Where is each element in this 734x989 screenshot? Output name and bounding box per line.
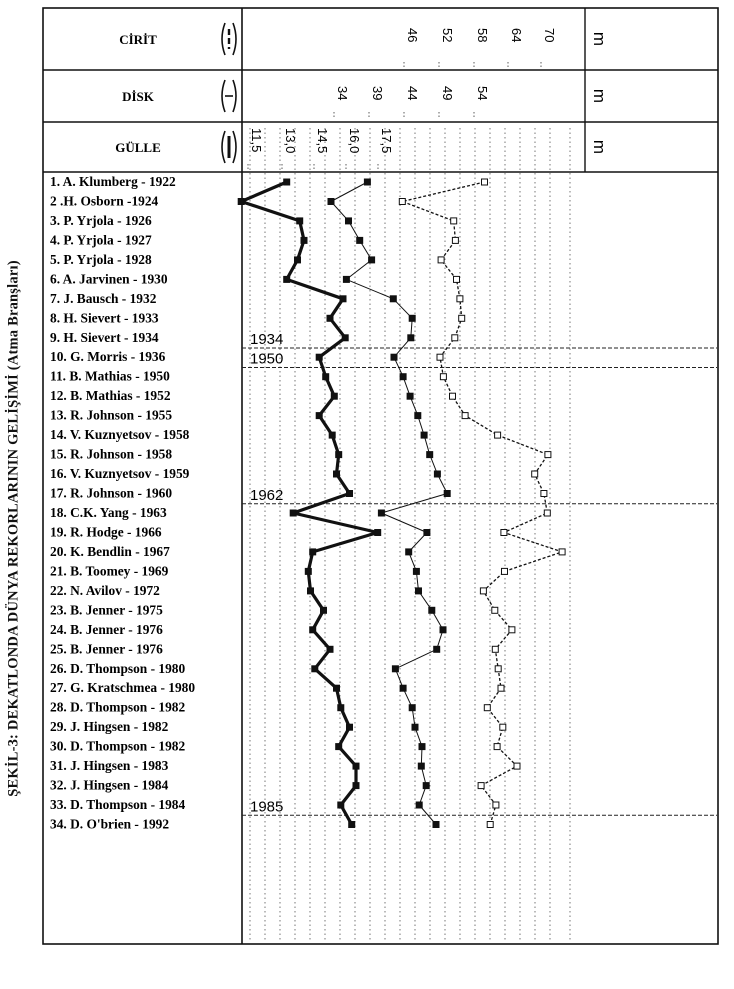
data-point-di̇sk (408, 335, 414, 341)
data-point-di̇sk (434, 471, 440, 477)
shotput-icon-right-paren (233, 131, 236, 163)
data-point-di̇sk (343, 276, 349, 282)
data-point-gülle (347, 491, 353, 497)
reference-year-label: 1985 (250, 798, 284, 816)
figure-caption: ŞEKİL-3: DEKATLONDA DÜNYA REKORLARININ GELİŞİMİ (Atma Branşları) (5, 260, 22, 797)
data-point-ci̇ri̇t (493, 802, 499, 808)
data-point-di̇sk (409, 315, 415, 321)
tick-label-ci̇ri̇t-1: 46 (405, 28, 420, 43)
data-point-di̇sk (369, 257, 375, 263)
discus-icon (222, 80, 236, 112)
data-point-di̇sk (346, 218, 352, 224)
record-label: 4. P. Yrjola - 1927 (50, 232, 152, 248)
data-point-ci̇ri̇t (509, 627, 515, 633)
tick-label-gülle-4: 16,0 (347, 128, 362, 154)
data-point-gülle (338, 705, 344, 711)
data-point-di̇sk (378, 510, 384, 516)
tick-label-di̇sk-3: 44 (405, 86, 420, 101)
unit-label-3: m (590, 139, 609, 155)
record-label: 27. G. Kratschmea - 1980 (50, 680, 196, 696)
record-label: 24. B. Jenner - 1976 (50, 621, 163, 637)
data-point-ci̇ri̇t (484, 705, 490, 711)
data-point-di̇sk (409, 705, 415, 711)
data-point-gülle (329, 432, 335, 438)
record-label: 8. H. Sievert - 1933 (50, 310, 159, 326)
record-label: 19. R. Hodge - 1966 (50, 524, 162, 540)
data-point-ci̇ri̇t (478, 783, 484, 789)
tick-label-di̇sk-5: 54 (475, 86, 490, 101)
record-label: 16. V. Kuznyetsov - 1959 (50, 466, 190, 482)
data-point-ci̇ri̇t (501, 530, 507, 536)
data-point-di̇sk (392, 666, 398, 672)
data-point-gülle (336, 452, 342, 458)
data-point-gülle (295, 257, 301, 263)
grid-lines (250, 128, 570, 942)
data-point-di̇sk (400, 374, 406, 380)
record-label: 29. J. Hingsen - 1982 (50, 719, 169, 735)
data-point-gülle (310, 627, 316, 633)
data-point-gülle (284, 276, 290, 282)
data-point-gülle (331, 393, 337, 399)
data-point-di̇sk (416, 588, 422, 594)
record-labels (50, 174, 195, 832)
data-point-gülle (238, 199, 244, 205)
event-name-3: GÜLLE (115, 140, 161, 155)
discus-icon-right-paren (233, 80, 236, 112)
record-label: 10. G. Morris - 1936 (50, 349, 166, 365)
header-area (115, 23, 609, 170)
data-point-di̇sk (416, 802, 422, 808)
record-label: 2 .H. Osborn -1924 (50, 193, 159, 209)
tick-label-di̇sk-4: 49 (440, 86, 455, 101)
data-point-ci̇ri̇t (454, 276, 460, 282)
data-point-gülle (347, 724, 353, 730)
data-point-di̇sk (413, 568, 419, 574)
data-point-gülle (338, 802, 344, 808)
data-point-ci̇ri̇t (440, 374, 446, 380)
tick-label-gülle-3: 14,5 (315, 128, 330, 154)
data-point-ci̇ri̇t (480, 588, 486, 594)
tick-label-gülle-2: 13,0 (283, 128, 298, 154)
data-point-di̇sk (421, 432, 427, 438)
data-point-gülle (342, 335, 348, 341)
series-markers (238, 179, 565, 828)
record-label: 11. B. Mathias - 1950 (50, 368, 170, 384)
discus-icon-left-paren (222, 80, 225, 112)
tick-label-gülle-5: 17,5 (379, 128, 394, 154)
tick-label-ci̇ri̇t-5: 70 (542, 28, 557, 43)
tick-label-gülle-1: 11,5 (249, 128, 264, 153)
shotput-icon-left-paren (222, 131, 225, 163)
unit-label-2: m (590, 88, 609, 104)
data-point-gülle (284, 179, 290, 185)
series-line-ci̇ri̇t (402, 182, 562, 825)
data-point-ci̇ri̇t (452, 237, 458, 243)
data-point-ci̇ri̇t (502, 568, 508, 574)
record-label: 15. R. Johnson - 1958 (50, 446, 173, 462)
data-point-ci̇ri̇t (500, 724, 506, 730)
data-point-di̇sk (424, 530, 430, 536)
data-point-di̇sk (390, 296, 396, 302)
data-point-ci̇ri̇t (559, 549, 565, 555)
javelin-icon-left-paren (222, 23, 225, 55)
reference-year-label: 1950 (250, 350, 284, 368)
data-point-ci̇ri̇t (514, 763, 520, 769)
data-point-ci̇ri̇t (495, 432, 501, 438)
data-point-gülle (336, 744, 342, 750)
data-point-di̇sk (440, 627, 446, 633)
data-point-di̇sk (357, 237, 363, 243)
data-point-gülle (316, 354, 322, 360)
data-point-gülle (334, 685, 340, 691)
data-point-gülle (301, 237, 307, 243)
data-point-gülle (290, 510, 296, 516)
data-point-di̇sk (434, 646, 440, 652)
data-point-ci̇ri̇t (492, 607, 498, 613)
data-point-gülle (308, 588, 314, 594)
data-point-gülle (297, 218, 303, 224)
unit-label-1: m (590, 31, 609, 47)
tick-label-di̇sk-1: 34 (335, 86, 350, 101)
data-point-ci̇ri̇t (462, 413, 468, 419)
record-label: 21. B. Toomey - 1969 (50, 563, 169, 579)
data-point-gülle (327, 315, 333, 321)
data-point-gülle (312, 666, 318, 672)
data-point-ci̇ri̇t (437, 354, 443, 360)
data-point-gülle (340, 296, 346, 302)
data-point-di̇sk (427, 452, 433, 458)
record-label: 26. D. Thompson - 1980 (50, 660, 186, 676)
javelin-icon-right-paren (233, 23, 236, 55)
data-point-di̇sk (433, 822, 439, 828)
data-point-di̇sk (364, 179, 370, 185)
record-label: 33. D. Thompson - 1984 (50, 797, 186, 813)
data-point-di̇sk (418, 763, 424, 769)
record-label: 12. B. Mathias - 1952 (50, 388, 171, 404)
record-label: 14. V. Kuznyetsov - 1958 (50, 427, 190, 443)
reference-year-label: 1962 (250, 486, 284, 504)
record-label: 9. H. Sievert - 1934 (50, 329, 159, 345)
data-point-gülle (321, 607, 327, 613)
tick-label-di̇sk-2: 39 (370, 86, 385, 101)
data-point-ci̇ri̇t (545, 452, 551, 458)
data-point-di̇sk (400, 685, 406, 691)
record-label: 7. J. Bausch - 1932 (50, 290, 157, 306)
reference-years (242, 331, 717, 815)
record-label: 28. D. Thompson - 1982 (50, 699, 186, 715)
data-point-ci̇ri̇t (494, 744, 500, 750)
shotput-icon (222, 131, 236, 163)
data-point-gülle (375, 530, 381, 536)
data-point-gülle (310, 549, 316, 555)
record-label: 18. C.K. Yang - 1963 (50, 504, 167, 520)
record-label: 5. P. Yrjola - 1928 (50, 251, 152, 267)
data-point-ci̇ri̇t (532, 471, 538, 477)
data-point-ci̇ri̇t (487, 822, 493, 828)
record-label: 1. A. Klumberg - 1922 (50, 174, 176, 189)
data-point-gülle (316, 413, 322, 419)
data-point-di̇sk (407, 393, 413, 399)
record-label: 3. P. Yrjola - 1926 (50, 212, 152, 228)
record-label: 23. B. Jenner - 1975 (50, 602, 163, 618)
record-label: 22. N. Avilov - 1972 (50, 582, 160, 598)
data-point-ci̇ri̇t (495, 666, 501, 672)
data-point-ci̇ri̇t (498, 685, 504, 691)
data-point-di̇sk (429, 607, 435, 613)
data-point-gülle (323, 374, 329, 380)
data-point-di̇sk (415, 413, 421, 419)
data-point-ci̇ri̇t (450, 393, 456, 399)
record-label: 17. R. Johnson - 1960 (50, 485, 173, 501)
reference-year-label: 1934 (250, 330, 284, 348)
event-name-2: DİSK (122, 89, 154, 104)
data-point-gülle (353, 783, 359, 789)
data-point-ci̇ri̇t (492, 646, 498, 652)
record-label: 30. D. Thompson - 1982 (50, 738, 186, 754)
data-point-ci̇ri̇t (544, 510, 550, 516)
event-name-1: CİRİT (119, 32, 157, 47)
data-point-di̇sk (423, 783, 429, 789)
record-label: 25. B. Jenner - 1976 (50, 641, 163, 657)
record-label: 32. J. Hingsen - 1984 (50, 777, 169, 793)
tick-label-ci̇ri̇t-4: 64 (509, 28, 524, 43)
data-point-ci̇ri̇t (399, 199, 405, 205)
data-point-di̇sk (406, 549, 412, 555)
data-point-di̇sk (444, 491, 450, 497)
data-point-gülle (327, 646, 333, 652)
data-point-ci̇ri̇t (438, 257, 444, 263)
data-point-ci̇ri̇t (541, 491, 547, 497)
data-point-gülle (353, 763, 359, 769)
data-point-ci̇ri̇t (459, 315, 465, 321)
data-point-di̇sk (328, 199, 334, 205)
record-label: 31. J. Hingsen - 1983 (50, 758, 169, 774)
record-label: 34. D. O'brien - 1992 (50, 816, 170, 832)
record-label: 13. R. Johnson - 1955 (50, 407, 173, 423)
data-point-gülle (334, 471, 340, 477)
record-label: 6. A. Jarvinen - 1930 (50, 271, 168, 287)
javelin-icon (222, 23, 236, 55)
data-point-ci̇ri̇t (457, 296, 463, 302)
data-point-gülle (349, 822, 355, 828)
tick-label-ci̇ri̇t-3: 58 (475, 28, 490, 43)
record-label: 20. K. Bendlin - 1967 (50, 543, 170, 559)
data-point-ci̇ri̇t (451, 218, 457, 224)
data-point-gülle (305, 568, 311, 574)
data-point-di̇sk (391, 354, 397, 360)
data-point-ci̇ri̇t (482, 179, 488, 185)
data-point-di̇sk (412, 724, 418, 730)
data-point-ci̇ri̇t (452, 335, 458, 341)
data-point-di̇sk (419, 744, 425, 750)
tick-label-ci̇ri̇t-2: 52 (440, 28, 455, 43)
